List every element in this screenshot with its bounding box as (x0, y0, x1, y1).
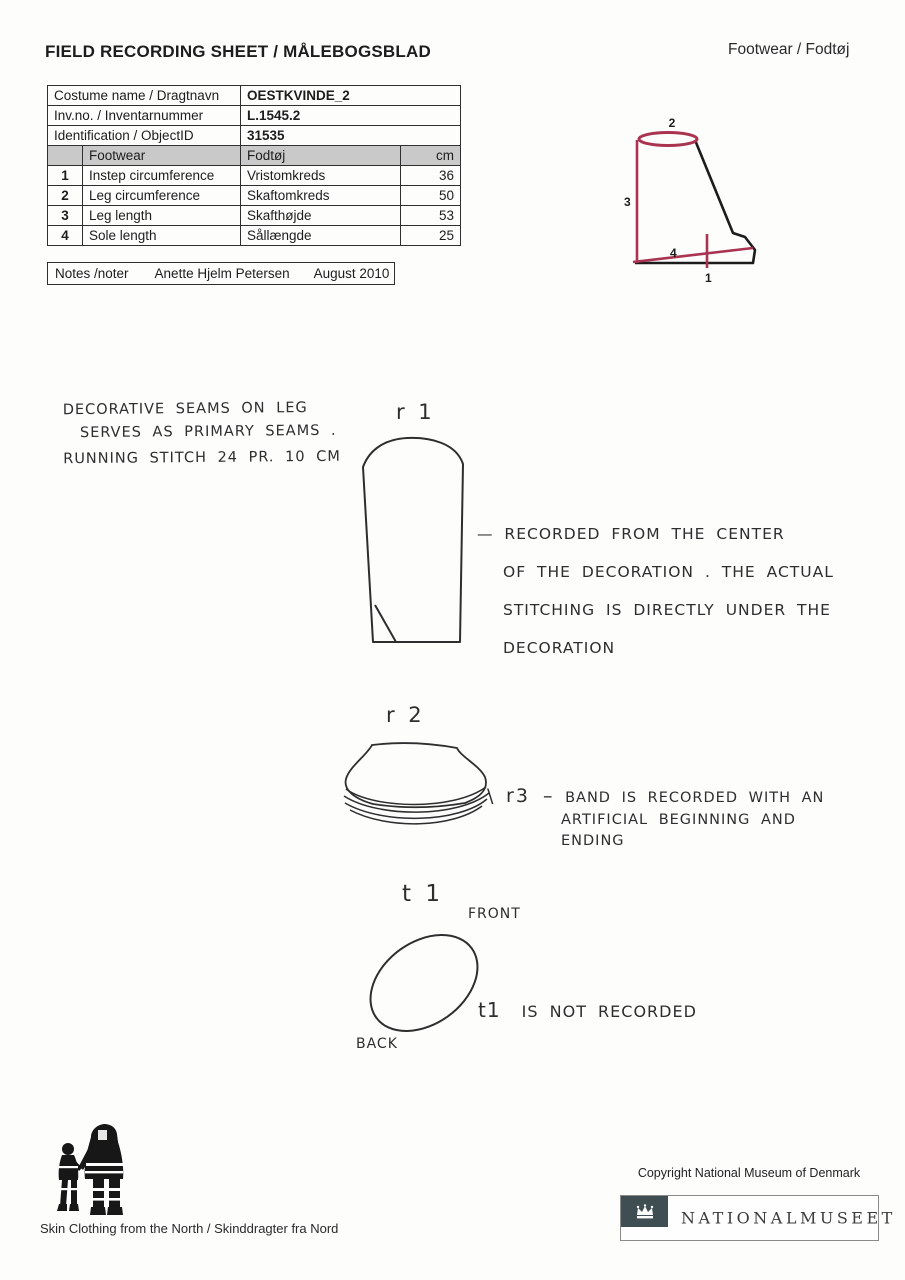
measure-name-en: Instep circumference (83, 166, 241, 186)
boot-outline (635, 140, 755, 263)
sketch-t1-sole-outline (358, 918, 493, 1048)
child-leg (71, 1180, 77, 1206)
leg-circumference-mark (639, 133, 697, 146)
seam-note (63, 397, 341, 471)
sketch-r1-label: r 1 (396, 400, 433, 424)
r3-note-line (487, 786, 824, 810)
footer-caption: Skin Clothing from the North / Skinddragter fra Nord (40, 1221, 339, 1236)
nationalmuseet-logo (620, 1195, 896, 1241)
seam-note-line: SERVES AS PRIMARY SEAMS . (79, 422, 337, 442)
copyright-text: Copyright National Museum of Denmark (637, 1166, 861, 1180)
sketch-t1-label: t 1 (402, 881, 441, 907)
legging-stripe (93, 1198, 120, 1201)
notes-box (47, 262, 395, 285)
child-leg (60, 1180, 68, 1206)
parka-stripe (86, 1163, 123, 1166)
t1-note-label: t1 (478, 998, 501, 1022)
notes-author: Anette Hjelm Petersen (154, 266, 290, 281)
measure-name-da: Skafthøjde (241, 206, 401, 226)
diagram-label-2: 2 (668, 116, 676, 130)
sketch-r2-label: r 2 (386, 703, 423, 727)
legging-stripe (93, 1188, 120, 1191)
recorded-note-line: OF THE DECORATION . THE ACTUAL (503, 563, 834, 581)
measure-name-da: Vristomkreds (241, 166, 401, 186)
costume-name-value: OESTKVINDE_2 (241, 86, 461, 106)
inventory-number-label: Inv.no. / Inventarnummer (48, 106, 241, 126)
museum-name: NATIONALMUSEET (681, 1208, 896, 1228)
costume-name-label: Costume name / Dragtnavn (48, 86, 241, 106)
table-row (48, 206, 461, 226)
measure-value: 53 (401, 206, 461, 226)
adult-boot (107, 1207, 123, 1215)
recorded-note (477, 515, 834, 667)
r3-note (487, 786, 824, 853)
sole-length-mark (633, 248, 753, 262)
seam-note-line: RUNNING STITCH 24 PR. 10 CM (63, 448, 341, 468)
t1-sole-ellipse (358, 918, 493, 1048)
measure-name-en: Leg circumference (83, 186, 241, 206)
row-number: 3 (48, 206, 83, 226)
table-header-row (48, 146, 461, 166)
measurement-table (47, 85, 461, 246)
seam-note-line: DECORATIVE SEAMS ON LEG (62, 400, 308, 419)
r3-note-line: ARTIFICIAL BEGINNING AND (561, 811, 796, 828)
recorded-note-line: — RECORDED FROM THE CENTER (477, 525, 785, 543)
measure-value: 50 (401, 186, 461, 206)
diagram-label-3: 3 (624, 195, 631, 209)
r1-corner-seam (375, 605, 396, 642)
parka-stripe (85, 1171, 123, 1173)
child-boot (57, 1204, 67, 1211)
table-row (48, 166, 461, 186)
hood-face (98, 1130, 107, 1140)
table-row (48, 186, 461, 206)
child-stripe (59, 1166, 78, 1168)
recorded-note-line: STITCHING IS DIRECTLY UNDER THE (503, 601, 831, 619)
crown-icon (634, 1204, 656, 1220)
notes-label: Notes /noter (55, 266, 129, 281)
diagram-label-4: 4 (670, 246, 677, 260)
table-row (48, 226, 461, 246)
front-label: FRONT (468, 906, 521, 922)
measure-name-da: Skaftomkreds (241, 186, 401, 206)
child-stripe (60, 1188, 77, 1190)
r3-pointer-mark: \ (487, 785, 496, 807)
notes-date: August 2010 (313, 266, 390, 281)
adult-leg (109, 1179, 120, 1209)
category-label: Footwear / Fodtøj (728, 41, 850, 58)
r3-note-text: BAND IS RECORDED WITH AN (565, 790, 825, 806)
adult-leg (93, 1179, 104, 1209)
col-header-footwear: Footwear (83, 146, 241, 166)
sketch-r1-pattern-piece (352, 428, 472, 650)
object-id-value: 31535 (241, 126, 461, 146)
page-title: FIELD RECORDING SHEET / MÅLEBOGSBLAD (45, 42, 431, 61)
boot-measurement-diagram (620, 110, 770, 290)
r3-label: r3 – (506, 785, 555, 807)
t1-note-text: IS NOT RECORDED (521, 1002, 697, 1021)
sketch-r2-boot-bottom (333, 733, 508, 833)
col-header-fodtoj: Fodtøj (241, 146, 401, 166)
diagram-label-1: 1 (705, 271, 712, 285)
child-head (62, 1143, 74, 1155)
child-boot (69, 1204, 79, 1211)
r2-band-line (350, 806, 482, 824)
col-header-unit: cm (401, 146, 461, 166)
recorded-note-line: DECORATION (503, 639, 616, 657)
row-number: 1 (48, 166, 83, 186)
measure-name-en: Sole length (83, 226, 241, 246)
measure-name-da: Sållængde (241, 226, 401, 246)
crown-square (621, 1196, 668, 1227)
t1-note (478, 998, 697, 1022)
row-number: 4 (48, 226, 83, 246)
adult-boot (90, 1207, 106, 1215)
object-id-label: Identification / ObjectID (48, 126, 241, 146)
back-label: BACK (356, 1036, 398, 1052)
measure-value: 36 (401, 166, 461, 186)
table-row (48, 106, 461, 126)
table-row (48, 86, 461, 106)
r3-note-line: ENDING (561, 833, 625, 849)
skin-clothing-logo-icon (52, 1122, 160, 1220)
measure-value: 25 (401, 226, 461, 246)
measure-name-en: Leg length (83, 206, 241, 226)
row-number: 2 (48, 186, 83, 206)
inventory-number-value: L.1545.2 (241, 106, 461, 126)
table-row (48, 126, 461, 146)
